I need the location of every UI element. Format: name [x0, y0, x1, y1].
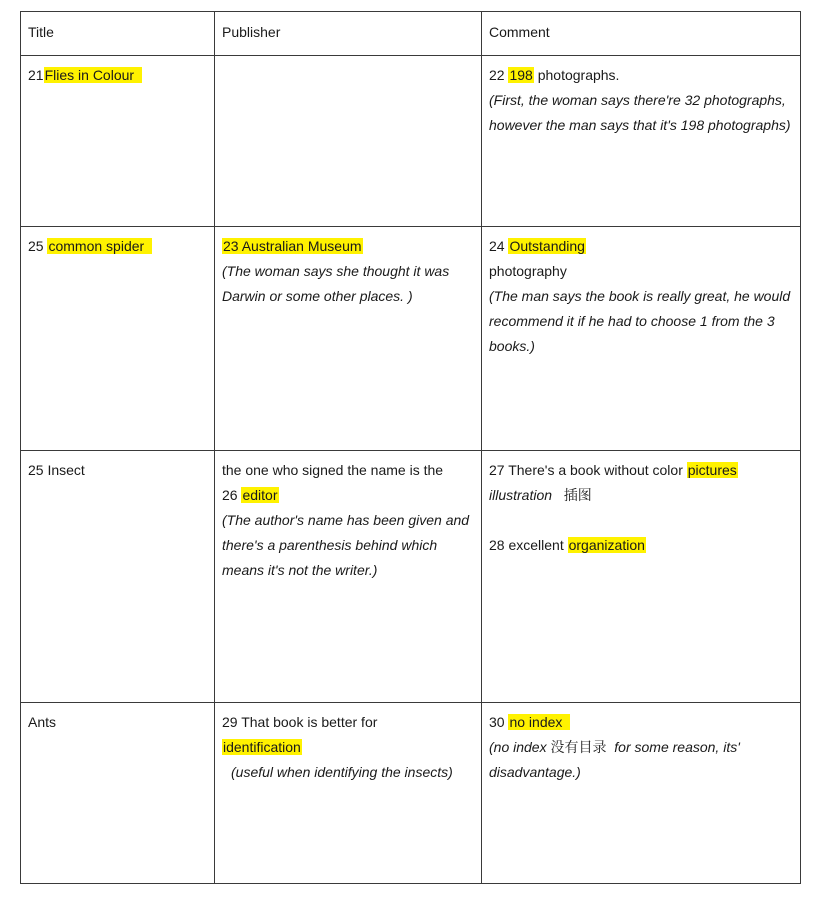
comment-cell: [482, 451, 801, 703]
question-number: 24: [489, 238, 505, 254]
explanation-note: for some reason, its' disadvantage.): [489, 739, 740, 780]
answer-highlight: organization: [568, 537, 645, 553]
question-number: 25: [28, 238, 44, 254]
table-row: [21, 56, 801, 227]
publisher-text: the one who signed the name is the: [222, 462, 444, 478]
publisher-cell: [215, 56, 482, 227]
header-title: Title: [21, 12, 215, 56]
explanation-note: (The woman says she thought it was Darwin or some other places. ): [222, 263, 450, 304]
explanation-note: (no index: [489, 739, 547, 755]
title-cell: 25 Insect: [21, 451, 215, 703]
chinese-note: 没有目录: [550, 739, 607, 755]
explanation-note: (The author's name has been given and there's a parenthesis behind which means it's not the writer.): [222, 512, 470, 578]
question-number: 30: [489, 714, 505, 730]
chinese-note: 插图: [563, 487, 592, 503]
title-cell: Ants: [21, 703, 215, 884]
header-publisher: Publisher: [215, 12, 482, 56]
explanation-note: (First, the woman says there're 32 photographs, however the man says that it's 198 photographs): [489, 92, 791, 133]
comment-cell: [482, 703, 801, 884]
answer-highlight: pictures: [687, 462, 737, 478]
answer-highlight: no index: [508, 714, 570, 730]
table-row: [21, 227, 801, 451]
comment-cell: [482, 227, 801, 451]
explanation-note: (useful when identifying the insects): [231, 764, 453, 780]
question-number: 21: [28, 67, 44, 83]
publisher-cell: [215, 227, 482, 451]
publisher-text: 29 That book is better for: [222, 714, 378, 730]
answer-highlight: 23 Australian Museum: [223, 238, 362, 254]
comment-line: [489, 63, 793, 88]
answer-highlight: identification: [223, 739, 301, 755]
answer-highlight: Outstanding: [509, 238, 585, 254]
comment-cell: [482, 56, 801, 227]
comment-text: photography: [489, 263, 567, 279]
answer-highlight: 198: [509, 67, 533, 83]
title-cell: [21, 56, 215, 227]
table-row: [21, 703, 801, 884]
header-comment: Comment: [482, 12, 801, 56]
header-row: [21, 12, 801, 56]
answer-table: [20, 11, 801, 884]
comment-text: 27 There's a book without color: [489, 462, 683, 478]
answer-highlight: editor: [242, 487, 278, 503]
title-cell: [21, 227, 215, 451]
comment-text: photographs.: [533, 67, 620, 83]
question-number: 26: [222, 487, 238, 503]
answer-highlight: Flies in Colour: [44, 67, 142, 83]
publisher-cell: [215, 703, 482, 884]
table-row: [21, 451, 801, 703]
publisher-cell: [215, 451, 482, 703]
comment-text: 28 excellent: [489, 537, 564, 553]
explanation-note: illustration: [489, 487, 553, 503]
explanation-note: (The man says the book is really great, he would recommend it if he had to choose 1 from the 3 books.): [489, 288, 791, 354]
question-number: 22: [489, 67, 505, 83]
answer-highlight: common spider: [47, 238, 152, 254]
